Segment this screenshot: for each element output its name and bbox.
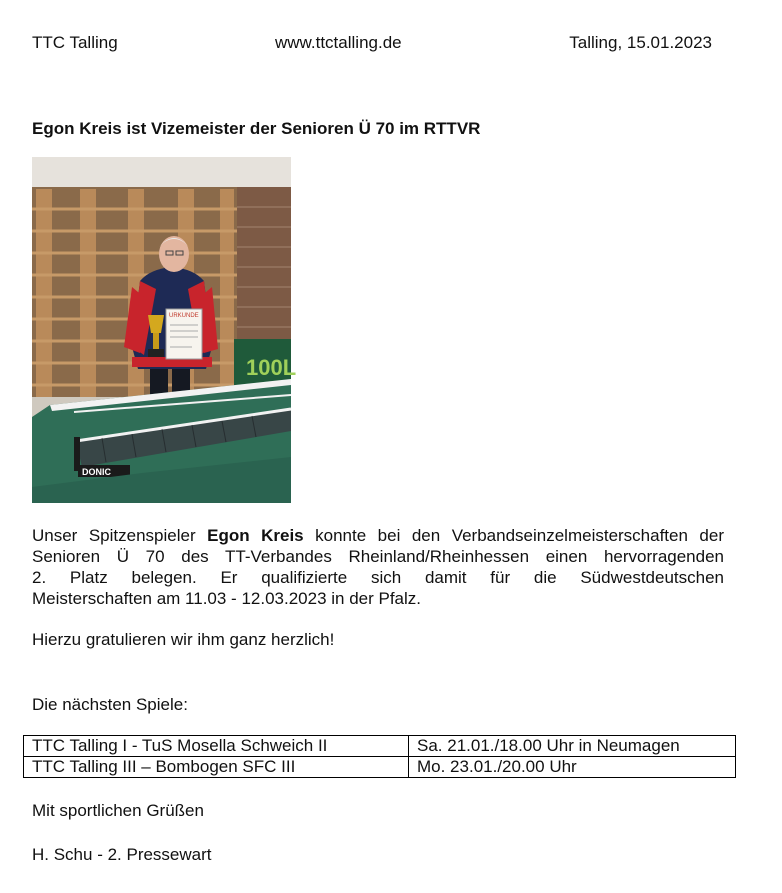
body-line-1 xyxy=(32,525,724,546)
body-line-3: 2. Platz belegen. Er qualifizierte sich damit für die Südwestdeutschen xyxy=(32,568,724,587)
game-match: TTC Talling III – Bombogen SFC III xyxy=(24,757,409,778)
club-website: www.ttctalling.de xyxy=(275,33,402,52)
next-games-label: Die nächsten Spiele: xyxy=(32,695,188,714)
table-brand: DONIC xyxy=(82,467,111,477)
table-row xyxy=(24,736,736,757)
place-date: Talling, 15.01.2023 xyxy=(569,33,712,52)
certificate-text: URKUNDE xyxy=(169,313,199,319)
closing-greeting: Mit sportlichen Grüßen xyxy=(32,801,204,820)
table-row xyxy=(24,757,736,778)
banner-text: 100L xyxy=(246,355,297,380)
body-line-1-rest: konnte bei den Verbandseinzelmeisterschaften der xyxy=(303,526,725,545)
page-header xyxy=(32,32,712,54)
signature: H. Schu - 2. Pressewart xyxy=(32,845,212,864)
body-line-4: Meisterschaften am 11.03 - 12.03.2023 in der Pfalz. xyxy=(32,589,422,608)
games-table xyxy=(23,735,736,778)
congratulations: Hierzu gratulieren wir ihm ganz herzlich! xyxy=(32,630,335,649)
article-body xyxy=(32,525,724,609)
game-time: Mo. 23.01./20.00 Uhr xyxy=(409,757,736,778)
body-prefix: Unser Spitzenspieler xyxy=(32,526,208,545)
article-headline: Egon Kreis ist Vizemeister der Senioren Ü 70 im RTTVR xyxy=(32,119,481,138)
player-name: Egon Kreis xyxy=(207,526,304,545)
game-match: TTC Talling I - TuS Mosella Schweich II xyxy=(24,736,409,757)
body-line-2: Senioren Ü 70 des TT-Verbandes Rheinland/Rheinhessen einen hervorragenden xyxy=(32,547,724,566)
club-name: TTC Talling xyxy=(32,33,118,52)
game-time: Sa. 21.01./18.00 Uhr in Neumagen xyxy=(409,736,736,757)
article-photo xyxy=(32,157,297,503)
